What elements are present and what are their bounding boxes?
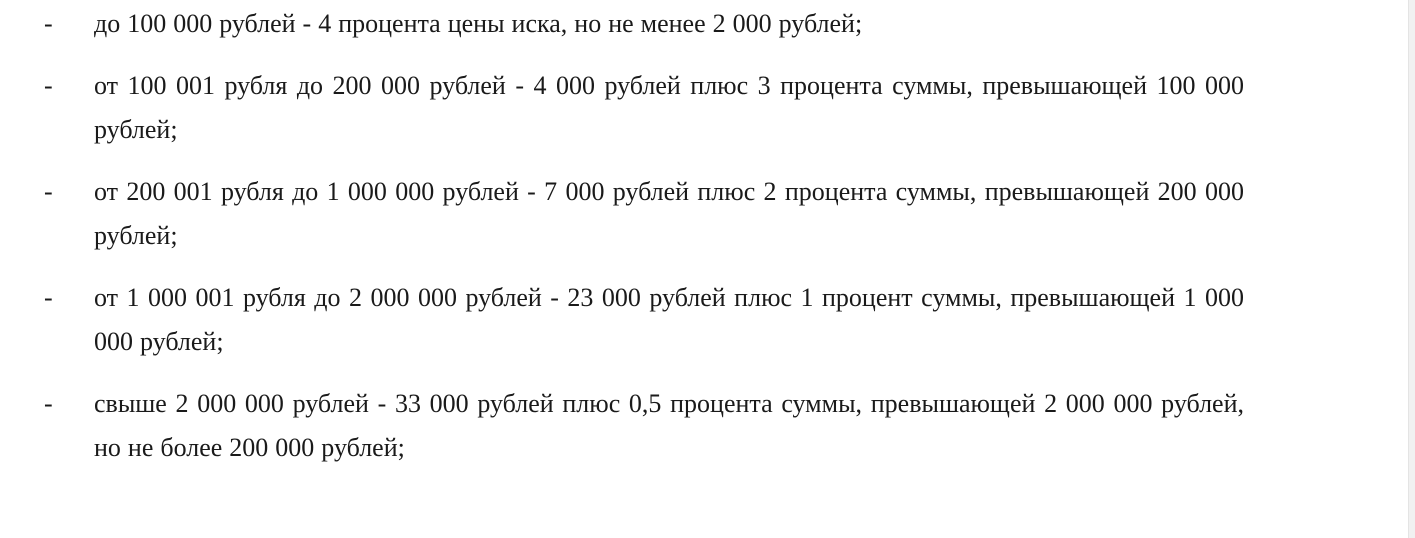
list-item-text: до 100 000 рублей - 4 процента цены иска, но не менее 2 000 рублей; bbox=[94, 9, 863, 38]
list-item-text: от 100 001 рубля до 200 000 рублей - 4 000 рублей плюс 3 процента суммы, превышающей 100 000 рублей; bbox=[94, 71, 1244, 144]
page-edge-scrollbar[interactable] bbox=[1408, 0, 1415, 538]
list-item-text: свыше 2 000 000 рублей - 33 000 рублей плюс 0,5 процента суммы, превышающей 2 000 000 рублей, но не более 200 000 рублей; bbox=[94, 389, 1244, 462]
list-item bbox=[0, 64, 1244, 152]
list-item bbox=[0, 170, 1244, 258]
list-bullet: - bbox=[44, 283, 53, 312]
list-bullet: - bbox=[44, 9, 53, 38]
list-bullet: - bbox=[44, 71, 53, 100]
list-bullet: - bbox=[44, 389, 53, 418]
list-item-text: от 200 001 рубля до 1 000 000 рублей - 7 000 рублей плюс 2 процента суммы, превышающей 200 000 рублей; bbox=[94, 177, 1244, 250]
list-item-text: от 1 000 001 рубля до 2 000 000 рублей - 23 000 рублей плюс 1 процент суммы, превышающей 1 000 000 рублей; bbox=[94, 283, 1244, 356]
list-bullet: - bbox=[44, 177, 53, 206]
list-item bbox=[0, 2, 1244, 46]
list-item bbox=[0, 276, 1244, 364]
list-item bbox=[0, 382, 1244, 470]
